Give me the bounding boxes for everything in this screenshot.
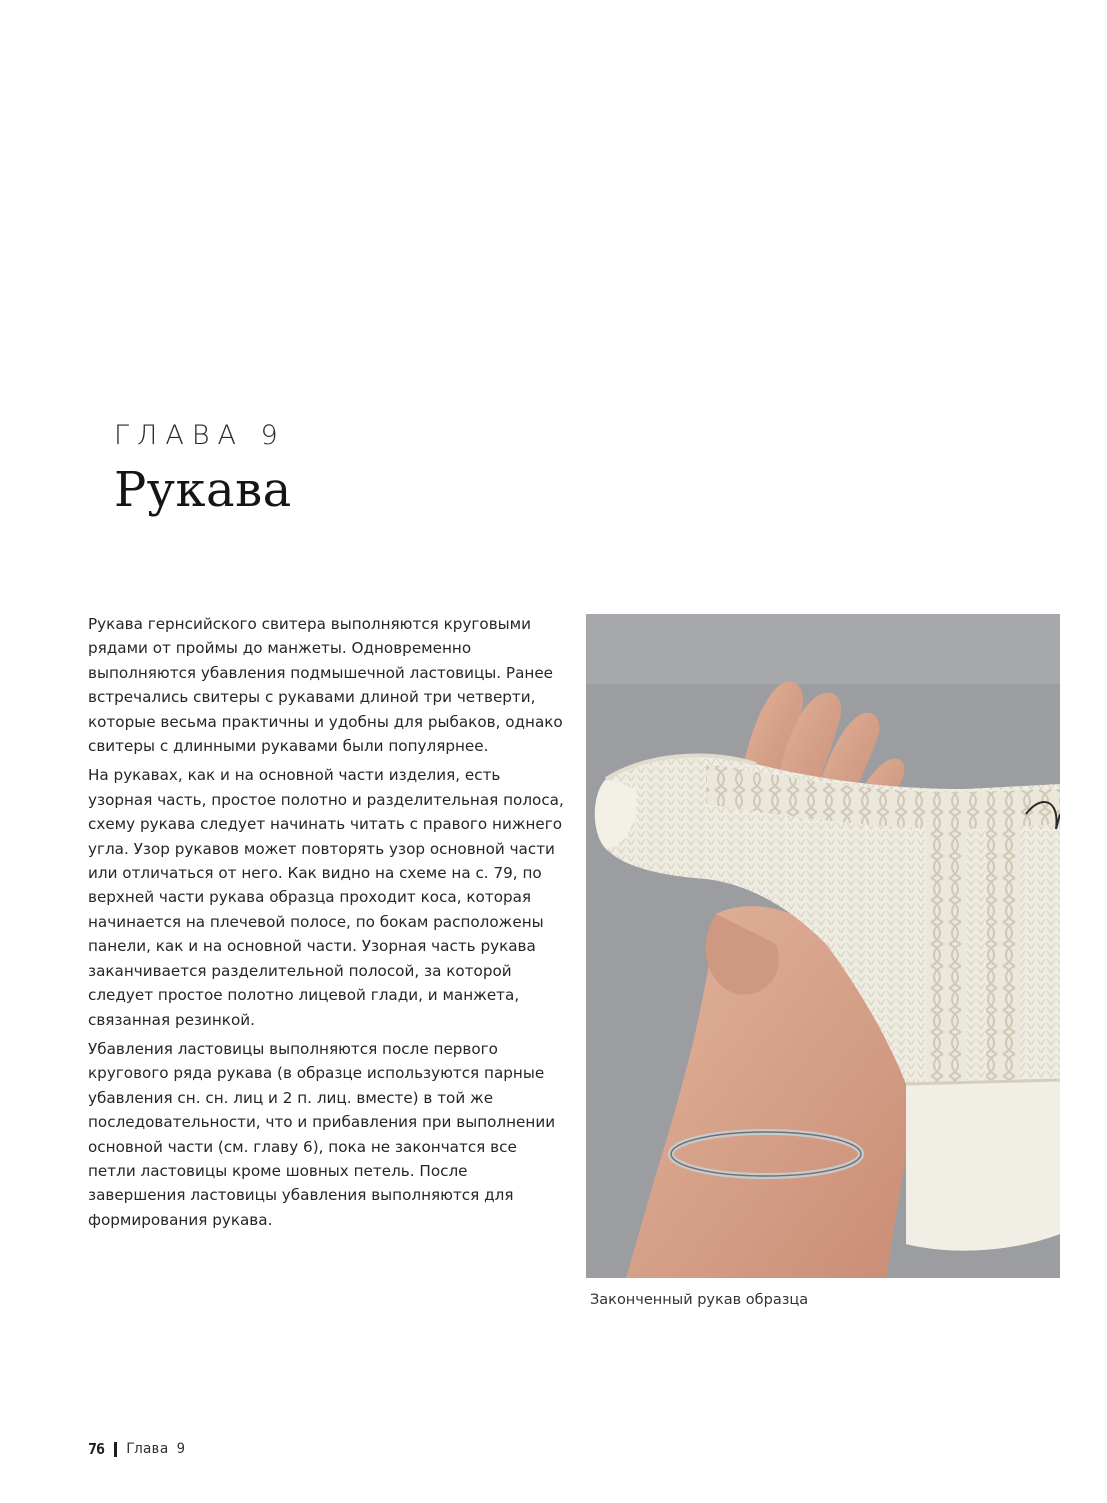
photo-caption: Законченный рукав образца [590,1292,809,1308]
sleeve-photo [586,614,1060,1278]
footer-divider [114,1442,117,1457]
chapter-title: Рукава [114,462,292,518]
page-footer [88,1440,185,1458]
paragraph-1: Рукава гернсийского свитера выполняются круговыми рядами от проймы до манжеты. Одновременно выполняются убавления подмышечной ластовицы. Ранее встречались свитеры с рукавами длиной три четверти, которые весьма практичны и удобны для рыбаков, однако свитеры с длинными рукавами были популярнее. [88,615,563,756]
footer-chapter: Глава 9 [126,1441,186,1457]
page-number: 76 [88,1440,105,1458]
body-text [88,612,568,1237]
paragraph-3: Убавления ластовицы выполняются после первого кругового ряда рукава (в образце используются парные убавления сн. сн. лиц и 2 п. лиц. вместе) в той же последовательности, что и прибавления при выполнении основной части (см. главу 6), пока не закончатся все петли ластовицы кроме шовных петель. После завершения ластовицы убавления выполняются для формирования рукава. [88,1039,556,1229]
paragraph-2: На рукавах, как и на основной части изделия, есть узорная часть, простое полотно и разделительная полоса, схему рукава следует начинать читать с правого нижнего угла. Узор рукавов может повторять узор основной части или отличаться от него. Как видно на схеме на с. 79, по верхней части рукава образца проходит коса, которая начинается на плечевой полосе, по бокам расположены панели, как и на основной части. Узорная часть рукава заканчивается разделительной полосой, за которой следует простое полотно лицевой глади, и манжета, связанная резинкой. [88,766,564,1029]
chapter-label: ГЛАВА 9 [114,420,286,451]
